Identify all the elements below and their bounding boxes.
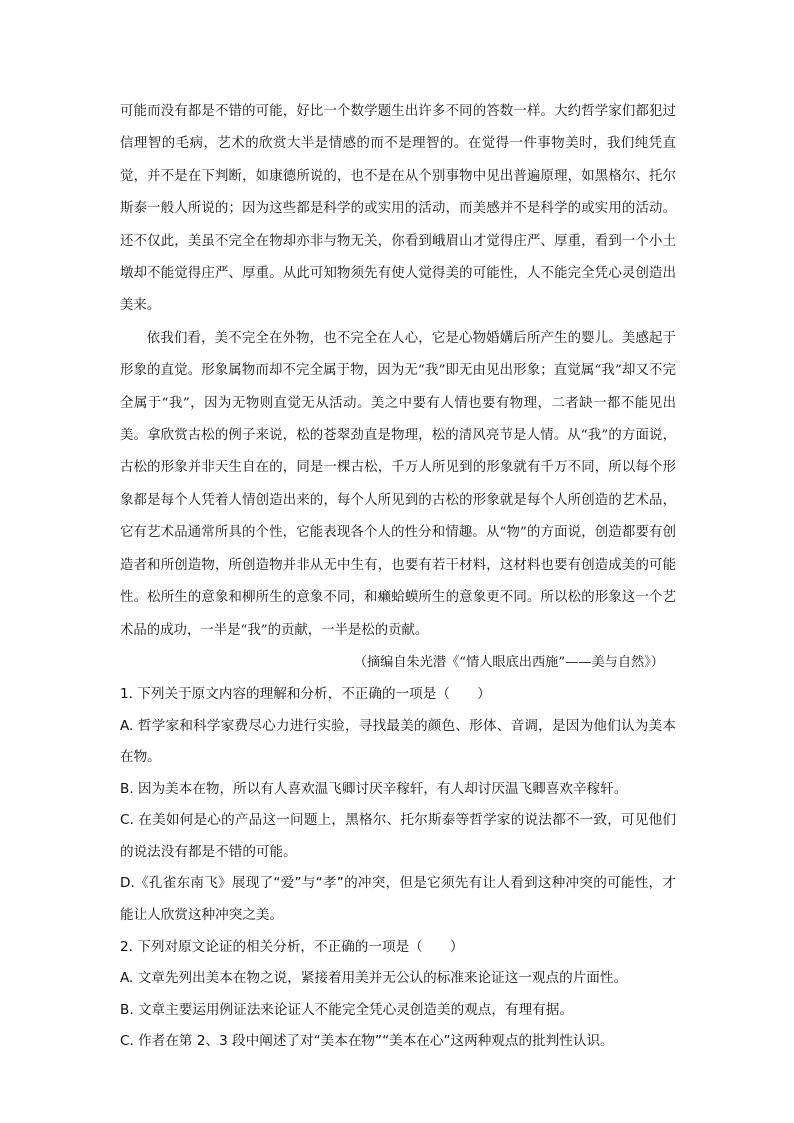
question-2-option-a: A. 文章先列出美本在物之说，紧接着用美并无公认的标准来论证这一观点的片面性。 [120, 970, 628, 987]
question-1-option-a: A. 哲学家和科学家费尽心力进行实验，寻找最美的颜色、形体、音调，是因为他们认为美本在物。 [120, 717, 676, 766]
document-page [120, 96, 676, 1058]
question-2-option-c: C. 作者在第 2、3 段中阐述了对“美本在物”“美本在心”这两种观点的批判性认识。 [120, 1033, 614, 1050]
question-2-option-b: B. 文章主要运用例证法来论证人不能完全凭心灵创造美的观点，有理有据。 [120, 1001, 573, 1018]
question-1-option-c: C. 在美如何是心的产品这一问题上，黑格尔、托尔斯泰等哲学家的说法都不一致，可见他们的说法没有都是不错的可能。 [120, 812, 676, 860]
question-1-stem: 1. 下列关于原文内容的理解和分析，不正确的一项是（ ） [120, 685, 491, 702]
question-2-stem: 2. 下列对原文论证的相关分析，不正确的一项是（ ） [120, 938, 464, 955]
passage-paragraph-2: 依我们看，美不完全在外物，也不完全在人心，它是心物婚媾后所产生的婴儿。美感起于形象的直觉。形象属物而却不完全属于物，因为无“我”即无由见出形象；直觉属“我”却又不完全属于“我”，因为无物则直觉无从活动。美之中要有人情也要有物理，二者缺一都不能见出美。拿欣赏古松的例子来说，松的苍翠劲直是物理，松的清风亮节是人情。从“我”的方面说，古松的形象并非天生自在的，同是一棵古松，千万人所见到的形象就有千万不同，所以每个形象都是每个人凭着人情创造出来的，每个人所见到的古松的形象就是每个人所创造的艺术品，它有艺术品通常所具的个性，它能表现各个人的性分和情趣。从“物”的方面说，创造都要有创造者和所创造物，所创造物并非从无中生有，也要有若干材料，这材料也要有创造成美的可能性。松所生的意象和柳所生的意象不同，和癞蛤蟆所生的意象更不同。所以松的形象这一个艺术品的成功，一半是“我”的贡献，一半是松的贡献。 [120, 330, 676, 638]
passage-paragraph-1: 可能而没有都是不错的可能，好比一个数学题生出许多不同的答数一样。大约哲学家们都犯过信理智的毛病，艺术的欣赏大半是情感的而不是理智的。在觉得一件事物美时，我们纯凭直觉，并不是在下判断，如康德所说的，也不是在从个别事物中见出普遍原理，如黑格尔、托尔斯泰一般人所说的；因为这些都是科学的或实用的活动，而美感并不是科学的或实用的活动。还不仅此，美虽不完全在物却亦非与物无关，你看到峨眉山才觉得庄严、厚重，看到一个小土墩却不能觉得庄严、厚重。从此可知物须先有使人觉得美的可能性，人不能完全凭心灵创造出美来。 [120, 104, 676, 314]
question-1-option-b: B. 因为美本在物，所以有人喜欢温飞卿讨厌辛稼轩，有人却讨厌温飞卿喜欢辛稼轩。 [120, 780, 628, 797]
passage-source-citation: （摘编自朱光潜《“情人眼底出西施”——美与自然》） [353, 654, 664, 670]
question-1-option-d: D.《孔雀东南飞》展现了“爱”与“孝”的冲突，但是它须先有让人看到这种冲突的可能性，才能让人欣赏这种冲突之美。 [120, 875, 676, 924]
